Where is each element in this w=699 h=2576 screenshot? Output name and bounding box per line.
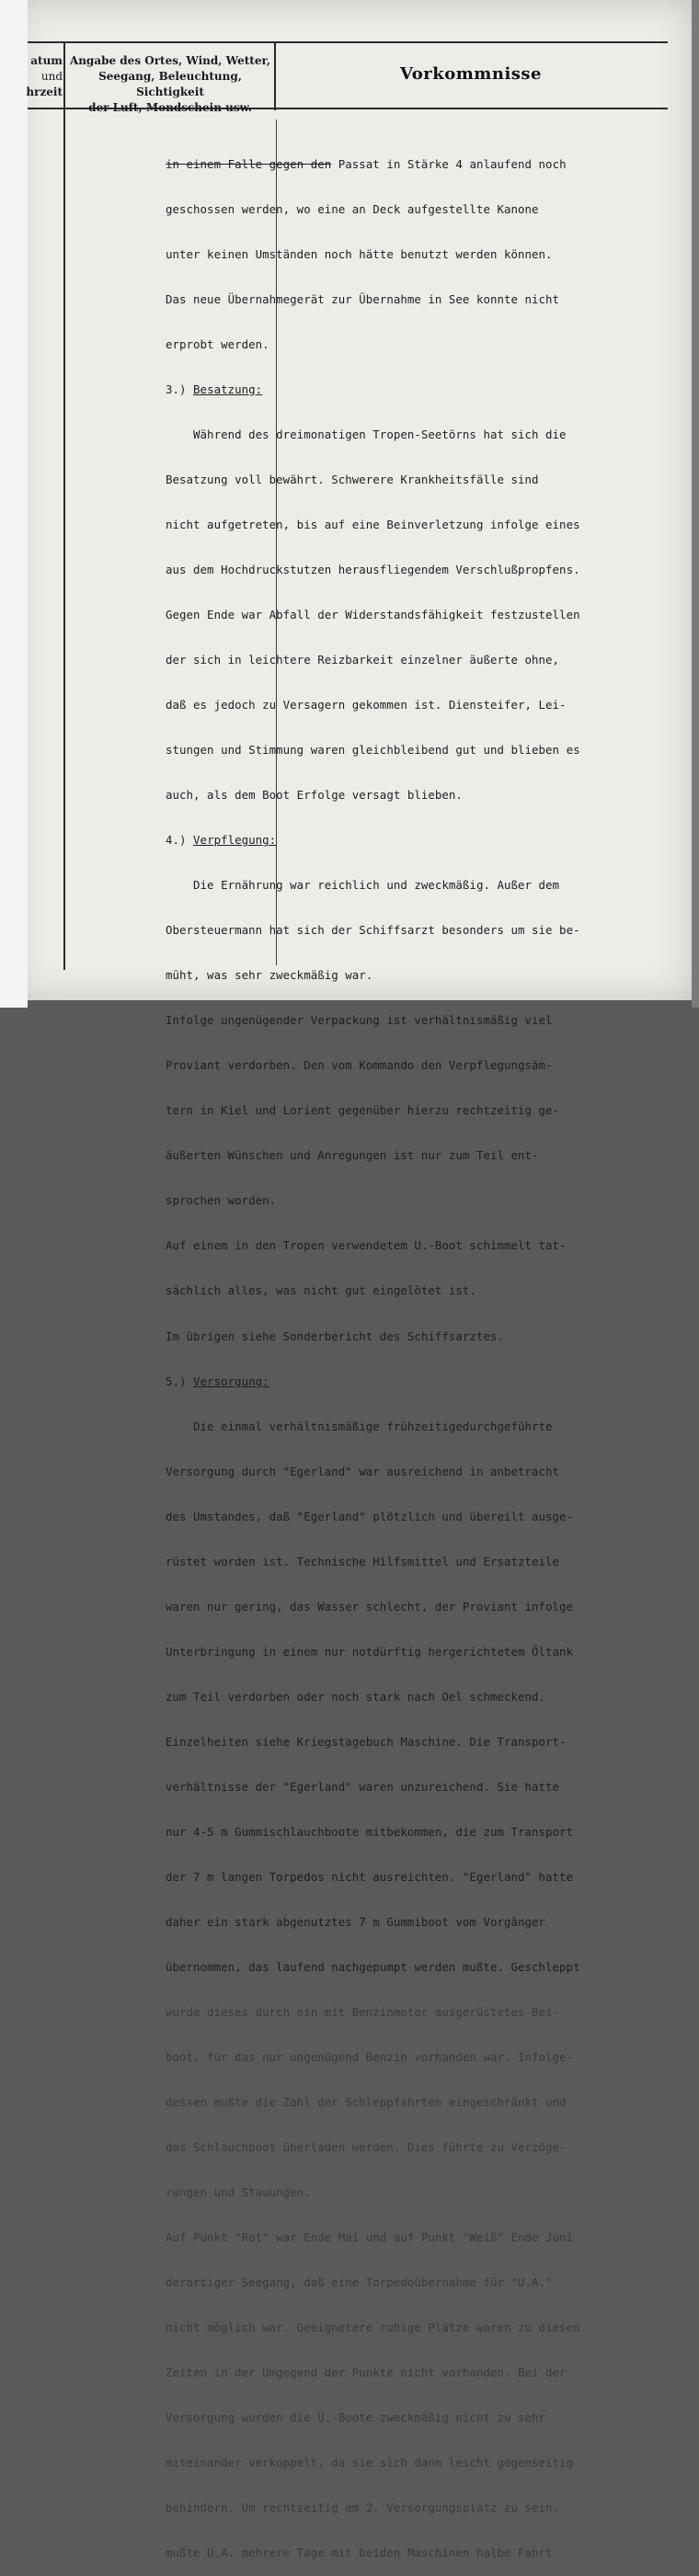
text-line: des Umstandes, daß "Egerland" plötzlich und übereilt ausge- xyxy=(166,1509,574,1523)
text-line: Versorgung durch "Egerland" war ausreichend in anbetracht xyxy=(166,1464,560,1478)
text-line: in einem Falle gegen den Passat in Stärke 4 anlaufend noch xyxy=(166,156,567,171)
text-line: Die Ernährung war reichlich und zweckmäßig. Außer dem xyxy=(166,878,560,893)
text-line: aus dem Hochdruckstutzen herausfliegendem Verschlußpropfens. xyxy=(166,562,580,576)
text-line: tern in Kiel und Lorient gegenüber hierzu rechtzeitig ge- xyxy=(166,1103,560,1118)
page-right-shadow xyxy=(692,0,699,1008)
text-line: Besatzung voll bewährt. Schwerere Krankheitsfälle sind xyxy=(166,472,539,486)
text-line: Unterbringung in einem nur notdürftig hergerichtetem Öltank xyxy=(166,1644,574,1658)
struck-text: in einem Falle gegen den xyxy=(166,156,332,171)
text-line: boot, für das nur ungenügend Benzin vorhanden war. Infolge- xyxy=(166,2050,574,2064)
text-line: erprobt werden. xyxy=(166,336,269,351)
text-line: der 7 m langen Torpedos nicht ausreichten. "Egerland" hatte xyxy=(166,1869,574,1884)
text-line: zum Teil verdorben oder noch stark nach Oel schmeckend. xyxy=(166,1689,546,1704)
text-line: wurde dieses durch ein mit Benzinmotor ausgerüstetes Bei- xyxy=(166,2004,560,2019)
text-line: das Schlauchboot überladen werden. Dies führte zu Verzöge- xyxy=(166,2140,567,2155)
text-line: Auf Punkt "Rot" war Ende Mai und auf Punkt "Weiß" Ende Juni xyxy=(166,2230,574,2245)
text-line: verhältnisse der "Egerland" waren unzureichend. Sie hatte xyxy=(166,1779,560,1794)
text-line: Gegen Ende war Abfall der Widerstandsfähigkeit festzustellen xyxy=(166,608,580,621)
header-location-line-2: Seegang, Beleuchtung, Sichtigkeit xyxy=(98,70,242,98)
text-line: daß es jedoch zu Versagern gekommen ist. Diensteifer, Lei- xyxy=(166,698,567,712)
text-line: sächlich alles, was nicht gut eingelötet ist. xyxy=(166,1283,476,1298)
header-date-line-2: und xyxy=(40,70,63,83)
text-line: behindern. Um rechtzeitig am 2. Versorgungsplatz zu sein, xyxy=(166,2501,560,2515)
header-date-time xyxy=(26,53,63,100)
page-left-margin xyxy=(0,0,28,1008)
text-line: miteinander verkoppelt, da sie sich dann leicht gegenseitig xyxy=(166,2456,574,2470)
header-date-line-3: hrzeit xyxy=(26,85,63,98)
text-line: Auf einem in den Tropen verwendetem U.-Boot schimmelt tat- xyxy=(166,1238,567,1253)
header-date-line-1: atum xyxy=(30,54,63,67)
text-line: dessen mußte die Zahl der Schleppfahrten eingeschränkt und xyxy=(166,2095,567,2110)
text-line: rüstet worden ist. Technische Hilfsmittel und Ersatzteile xyxy=(166,1554,560,1568)
header-top-rule xyxy=(28,41,668,43)
header-location-line-3: der Luft, Mondschein usw. xyxy=(88,101,252,114)
text-line: Proviant verdorben. Den vom Kommando den Verpflegungsäm- xyxy=(166,1058,553,1073)
text-line: Zeiten in der Umgegend der Punkte nicht vorhanden. Bei der xyxy=(166,2365,567,2380)
section-heading-supply: 5.) Versorgung: xyxy=(166,1373,269,1388)
text-line: mußte U.A. mehrere Tage mit beiden Maschinen halbe Fahrt xyxy=(166,2546,553,2560)
text-line: Die einmal verhältnismäßige frühzeitigedurchgeführte xyxy=(166,1419,553,1433)
text-line: übernommen, das laufend nachgepumpt werden mußte. Geschleppt xyxy=(166,1959,580,1974)
text-line: derartiger Seegang, daß eine Torpedoübernahme für "U.A." xyxy=(166,2275,553,2290)
text-line: Versorgung wurden die U.-Boote zweckmäßig nicht zu sehr xyxy=(166,2411,546,2425)
text-line: stungen und Stimmung waren gleichbleibend gut und blieben es xyxy=(166,743,580,758)
text-line: müht, was sehr zweckmäßig war. xyxy=(166,968,373,983)
text-line: der sich in leichtere Reizbarkeit einzelner äußerte ohne, xyxy=(166,653,560,667)
text-line: geschossen werden, wo eine an Deck aufgestellte Kanone xyxy=(166,201,539,216)
text-line: Infolge ungenügender Verpackung ist verhältnismäßig viel xyxy=(166,1013,553,1028)
text-line: Das neue Übernahmegerät zur Übernahme in See konnte nicht xyxy=(166,291,560,306)
section-heading-rations: 4.) Verpflegung: xyxy=(166,833,277,848)
text-line: Im übrigen siehe Sonderbericht des Schiffsarztes. xyxy=(166,1328,504,1343)
text-line: auch, als dem Boot Erfolge versagt blieben. xyxy=(166,788,463,803)
header-location-weather xyxy=(66,53,274,116)
column-divider-1 xyxy=(63,41,65,970)
typed-report-text xyxy=(166,127,692,2576)
text-line: äußerten Wünschen und Anregungen ist nur zum Teil ent- xyxy=(166,1148,539,1163)
text-line: nur 4-5 m Gummischlauchboote mitbekommen, die zum Transport xyxy=(166,1824,574,1839)
section-heading-crew: 3.) Besatzung: xyxy=(166,382,263,396)
header-events-title: Vorkommnisse xyxy=(399,64,543,84)
text-line: waren nur gering, das Wasser schlecht, der Proviant infolge xyxy=(166,1599,574,1613)
text-line: unter keinen Umständen noch hätte benutzt werden können. xyxy=(166,246,553,261)
text-line: rungen und Stauungen. xyxy=(166,2185,311,2200)
text-line: Obersteuermann hat sich der Schiffsarzt besonders um sie be- xyxy=(166,923,580,938)
text-line: Einzelheiten siehe Kriegstagebuch Maschine. Die Transport- xyxy=(166,1734,567,1749)
text-line: daher ein stark abgenutztes 7 m Gummiboot vom Vorgänger xyxy=(166,1914,546,1929)
text-line: nicht aufgetreten, bis auf eine Beinverletzung infolge eines xyxy=(166,517,580,531)
header-location-line-1: Angabe des Ortes, Wind, Wetter, xyxy=(69,54,271,67)
text-line: nicht möglich war. Geeignetere ruhige Plätze waren zu diesen xyxy=(166,2320,580,2335)
text-line: sprochen worden. xyxy=(166,1193,277,1208)
column-divider-2 xyxy=(274,41,276,110)
text-line: Während des dreimonatigen Tropen-Seetörns hat sich die xyxy=(166,427,567,441)
